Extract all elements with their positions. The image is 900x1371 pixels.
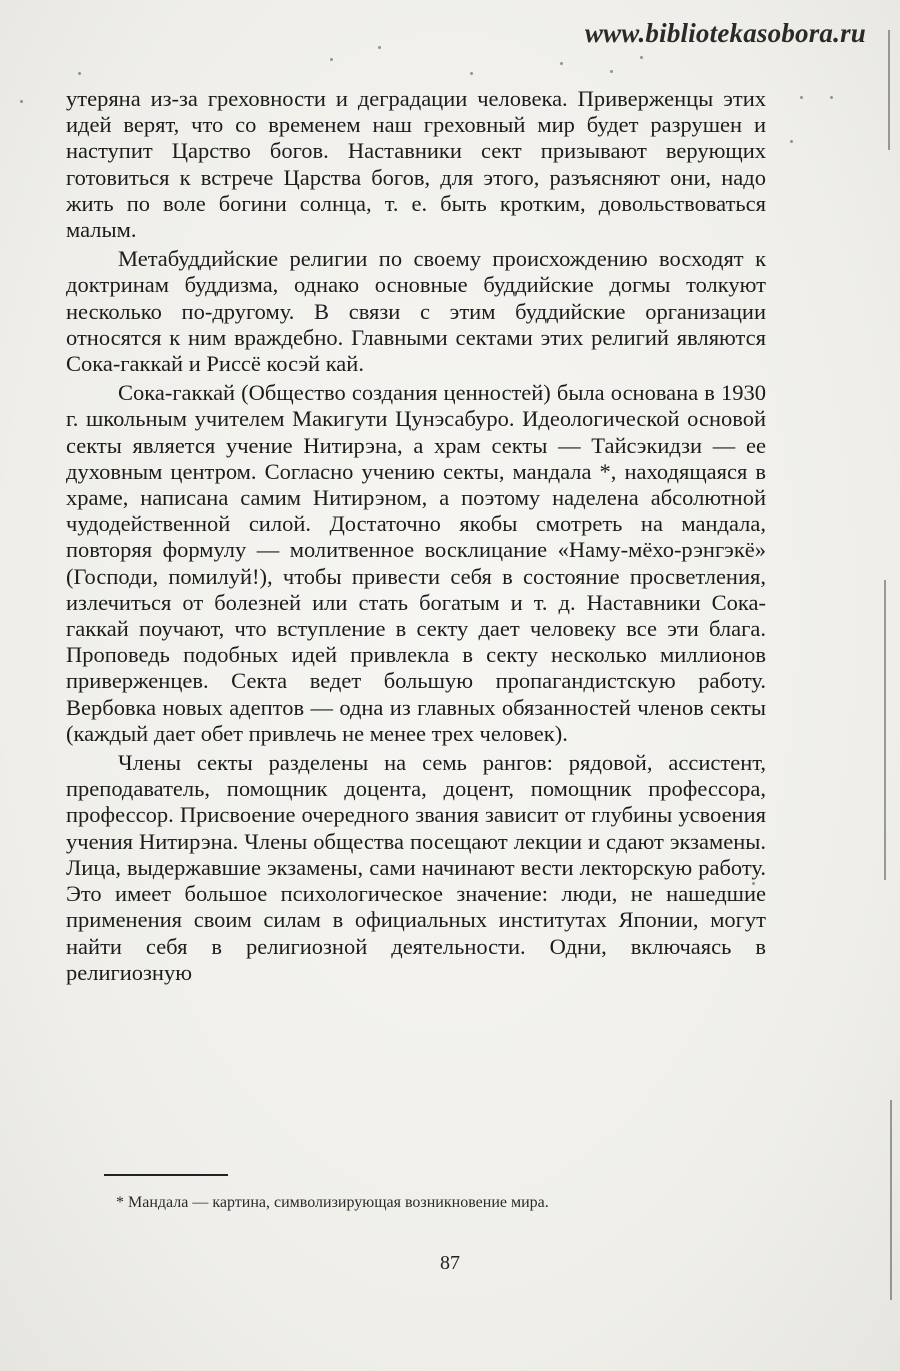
body-text	[66, 86, 766, 986]
paragraph-4: Члены секты разделены на семь рангов: рядовой, ассистент, преподаватель, помощник доцента, доцент, помощник профессора, профессор. Присвоение очередного звания зависит от глубины усвоения учения Нитирэна. Члены общества посещают лекции и сдают экзамены. Лица, выдержавшие экзамены, сами начинают вести лекторскую работу. Это имеет большое психологическое значение: люди, не нашедшие применения своим силам в официальных институтах Японии, могут найти себя в религиозной деятельности. Одни, включаясь в религиозную	[66, 750, 766, 985]
page-number: 87	[440, 1252, 460, 1274]
site-watermark: www.bibliotekasobora.ru	[584, 18, 866, 48]
paragraph-1: утеряна из-за греховности и деградации человека. Приверженцы этих идей верят, что со временем наш греховный мир будет разрушен и наступит Царство богов. Наставники сект призывают верующих готовиться к встрече Царства богов, для этого, разъясняют они, надо жить по воле богини солнца, т. е. быть кротким, довольствоваться малым.	[66, 86, 766, 243]
scan-edge-mark	[888, 30, 890, 150]
footnote: * Мандала — картина, символизирующая возникновение мира.	[116, 1194, 549, 1211]
footnote-divider	[104, 1174, 228, 1176]
paragraph-3: Сока-гаккай (Общество создания ценностей) была основана в 1930 г. школьным учителем Макигути Цунэсабуро. Идеологической основой секты является учение Нитирэна, а храм секты — Тайсэкидзи — ее духовным центром. Согласно учению секты, мандала *, находящаяся в храме, написана самим Нитирэном, а поэтому наделена абсолютной чудодейственной силой. Достаточно якобы смотреть на мандала, повторяя формулу — молитвенное восклицание «Наму-мёхо-рэнгэкё» (Господи, помилуй!), чтобы привести себя в состояние просветления, излечиться от болезней или стать богатым и т. д. Наставники Сока-гаккай поучают, что вступление в секту дает человеку все эти блага. Проповедь подобных идей привлекла в секту несколько миллионов приверженцев. Секта ведет большую пропагандистскую работу. Вербовка новых адептов — одна из главных обязанностей членов секты (каждый дает обет привлечь не менее трех человек).	[66, 380, 766, 746]
scan-edge-mark	[884, 580, 886, 880]
paragraph-2: Метабуддийские религии по своему происхождению восходят к доктринам буддизма, однако основные буддийские догмы толкуют несколько по-другому. В связи с этим буддийские организации относятся к ним враждебно. Главными сектами этих религий являются Сока-гаккай и Риссё косэй кай.	[66, 246, 766, 377]
